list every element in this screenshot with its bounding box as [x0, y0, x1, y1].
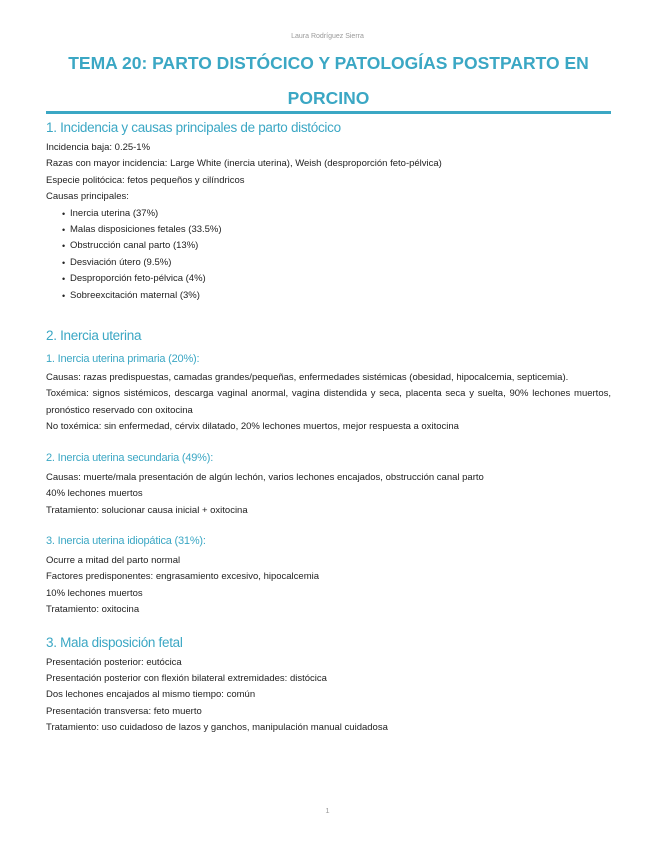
section-heading: 1. Incidencia y causas principales de parto distócico	[46, 120, 341, 135]
paragraph: Causas: razas predispuestas, camadas grandes/pequeñas, enfermedades sistémicas (obesidad, hipocalcemia, septicemia).	[46, 372, 569, 384]
section-incidencia	[46, 118, 611, 304]
paragraph: Toxémica: signos sistémicos, descarga vaginal anormal, vagina distendida y seca, placenta seca y suelta, 90% lechones muertos, pronóstico reservado con oxitocina	[46, 388, 611, 416]
paragraph: Especie politócica: fetos pequeños y cilíndricos	[46, 174, 245, 186]
list-item: • Obstrucción canal parto (13%)	[62, 238, 611, 254]
list-item: • Malas disposiciones fetales (33.5%)	[62, 222, 611, 238]
author-header: Laura Rodríguez Sierra	[291, 33, 364, 40]
paragraph: Presentación posterior: eutócica	[46, 656, 182, 668]
subsection-heading: 2. Inercia uterina secundaria (49%):	[46, 451, 214, 464]
causes-list	[46, 206, 611, 304]
list-item: • Desviación útero (9.5%)	[62, 255, 611, 271]
paragraph: 40% lechones muertos	[46, 488, 143, 500]
list-item: • Inercia uterina (37%)	[62, 206, 611, 222]
paragraph: Razas con mayor incidencia: Large White (inercia uterina), Weish (desproporción feto-pélvica)	[46, 158, 442, 170]
paragraph: Tratamiento: uso cuidadoso de lazos y ganchos, manipulación manual cuidadosa	[46, 722, 388, 734]
section-inercia-uterina	[46, 326, 611, 618]
section-heading: 2. Inercia uterina	[46, 328, 142, 344]
paragraph: No toxémica: sin enfermedad, cérvix dilatado, 20% lechones muertos, mejor respuesta a oxitocina	[46, 421, 459, 433]
paragraph: Causas: muerte/mala presentación de algún lechón, varios lechones encajados, obstrucción canal parto	[46, 471, 484, 483]
title-divider	[46, 111, 611, 114]
page-number: 1	[325, 806, 330, 815]
subsection-heading: 3. Inercia uterina idiopática (31%):	[46, 534, 206, 547]
bullet-icon: •	[62, 290, 66, 301]
document-body	[46, 118, 611, 737]
paragraph: Causas principales:	[46, 191, 129, 203]
paragraph: Presentación transversa: feto muerto	[46, 705, 202, 717]
paragraph: Tratamiento: solucionar causa inicial + oxitocina	[46, 504, 248, 516]
list-item: • Sobreexcitación maternal (3%)	[62, 288, 611, 304]
paragraph: Factores predisponentes: engrasamiento excesivo, hipocalcemia	[46, 571, 320, 583]
section-mala-disposicion	[46, 633, 611, 737]
bullet-icon: •	[62, 274, 66, 285]
paragraph: Tratamiento: oxitocina	[46, 604, 140, 616]
paragraph: Dos lechones encajados al mismo tiempo: común	[46, 689, 256, 701]
subsection-heading: 1. Inercia uterina primaria (20%):	[46, 353, 200, 366]
list-item: • Desproporción feto-pélvica (4%)	[62, 271, 611, 287]
bullet-icon: •	[62, 208, 66, 219]
section-heading: 3. Mala disposición fetal	[46, 634, 183, 650]
paragraph: Incidencia baja: 0.25-1%	[46, 142, 151, 153]
bullet-icon: •	[62, 257, 66, 268]
bullet-icon: •	[62, 225, 66, 236]
paragraph: Ocurre a mitad del parto normal	[46, 554, 181, 566]
paragraph: 10% lechones muertos	[46, 587, 143, 599]
bullet-icon: •	[62, 241, 66, 252]
paragraph: Presentación posterior con flexión bilateral extremidades: distócica	[46, 672, 327, 684]
page-title: TEMA 20: PARTO DISTÓCICO Y PATOLOGÍAS POSTPARTO EN PORCINO	[68, 53, 589, 108]
